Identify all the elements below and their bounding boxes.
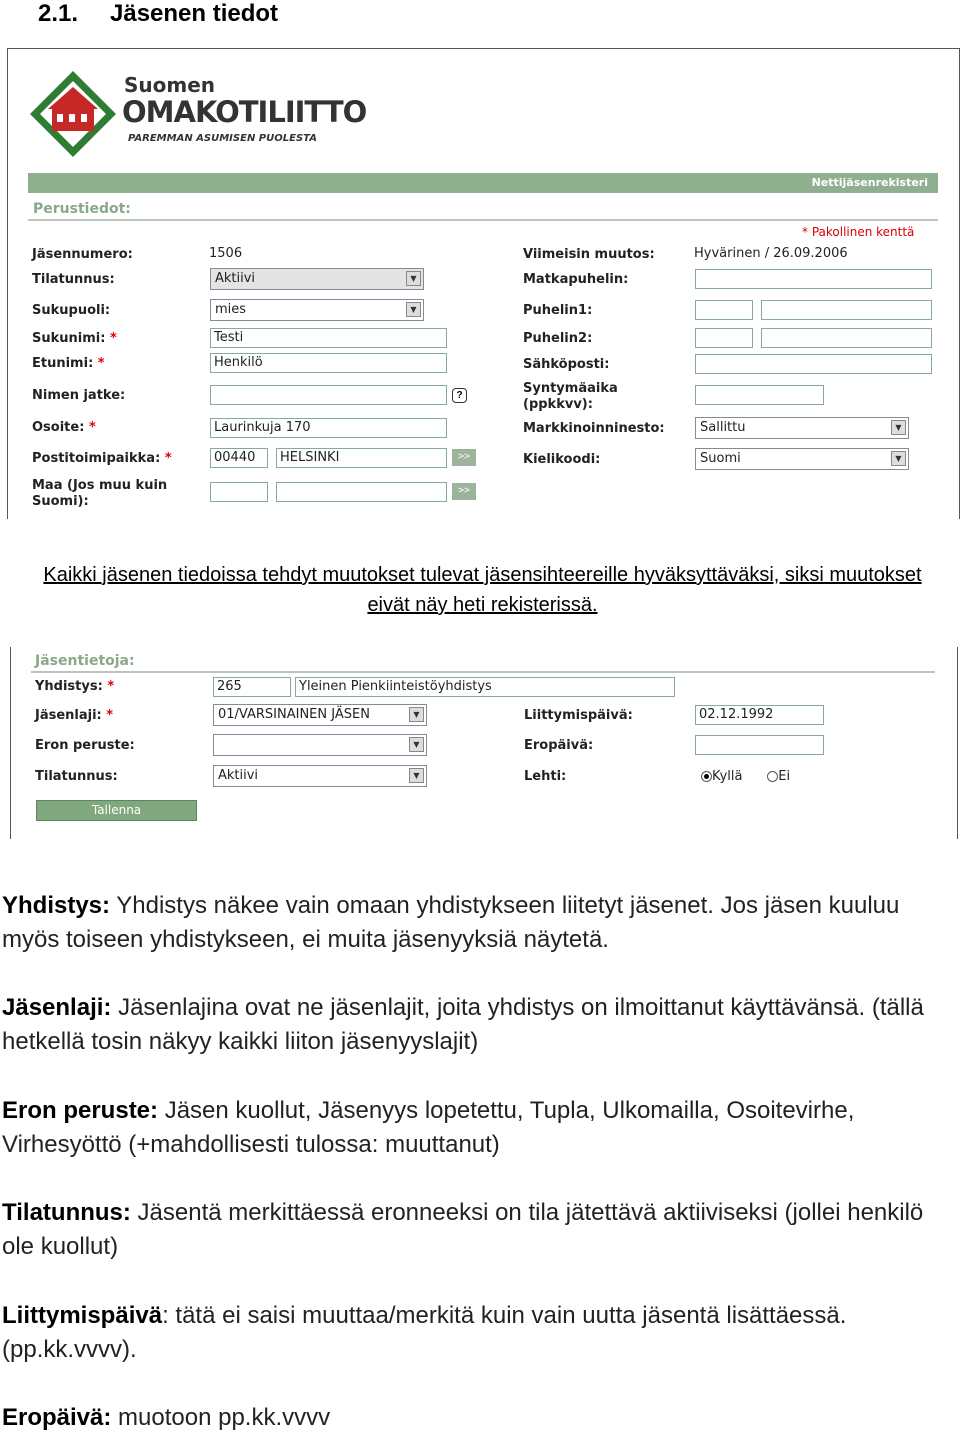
label-lehti: Lehti:: [524, 769, 567, 784]
kielikoodi-select[interactable]: Suomi ▼: [695, 448, 909, 470]
label-puhelin2: Puhelin2:: [523, 331, 593, 346]
chevron-down-icon: ▼: [409, 737, 424, 752]
puhelin2-input[interactable]: [761, 328, 932, 348]
nimen-jatke-input[interactable]: [210, 385, 447, 405]
puhelin1-prefix-input[interactable]: [695, 300, 753, 320]
label-nimen-jatke: Nimen jatke:: [32, 388, 126, 403]
liittymispaiva-input[interactable]: 02.12.1992: [695, 705, 824, 725]
lookup-button[interactable]: >>: [452, 449, 476, 466]
syntymaaika-input[interactable]: [695, 385, 824, 405]
divider: [31, 671, 935, 673]
save-button[interactable]: Tallenna: [36, 800, 197, 821]
label-jasenlaji: Jäsenlaji: *: [35, 708, 114, 723]
label-kielikoodi: Kielikoodi:: [523, 452, 601, 467]
chevron-down-icon: ▼: [409, 707, 424, 722]
radio-ei[interactable]: [767, 771, 778, 782]
sahkoposti-input[interactable]: [695, 354, 932, 374]
tilatunnus-select[interactable]: Aktiivi ▼: [210, 268, 424, 290]
logo: [28, 69, 368, 159]
tilatunnus-select-2[interactable]: Aktiivi ▼: [213, 765, 427, 787]
label-eron-peruste: Eron peruste:: [35, 738, 135, 753]
lehti-radio-group: [701, 769, 790, 784]
logo-line-1: Suomen: [124, 73, 216, 97]
label-yhdistys: Yhdistys: *: [35, 679, 115, 694]
label-sahkoposti: Sähköposti:: [523, 357, 610, 372]
eropaiva-input[interactable]: [695, 735, 824, 755]
label-viimeisin-muutos: Viimeisin muutos:: [523, 247, 655, 262]
banner-title: Nettijäsenrekisteri: [811, 176, 928, 189]
radio-kylla-label: Kyllä: [712, 769, 743, 784]
yhdistys-code-input[interactable]: 265: [213, 677, 291, 697]
paragraph-liittymispaiva: Liittymispäivä: tätä ei saisi muuttaa/merkitä kuin vain uutta jäsentä lisättäessä. (pp.kk.vvvv).: [2, 1302, 847, 1363]
paragraph-eropaiva: Eropäivä: muotoon pp.kk.vvvv: [2, 1404, 331, 1431]
sukunimi-input[interactable]: Testi: [210, 328, 447, 348]
label-sukunimi: Sukunimi: *: [32, 331, 117, 346]
chevron-down-icon: ▼: [406, 302, 421, 317]
label-puhelin1: Puhelin1:: [523, 303, 593, 318]
section-number: 2.1.: [38, 0, 79, 27]
logo-line-2: OMAKOTILIITTO: [122, 95, 367, 129]
value-jasennumero: 1506: [209, 246, 243, 261]
label-matkapuhelin: Matkapuhelin:: [523, 272, 629, 287]
group-heading-perustiedot: Perustiedot:: [33, 201, 131, 217]
label-maa-2: Suomi):: [32, 494, 89, 509]
eron-peruste-select[interactable]: [213, 734, 427, 756]
paragraph-tilatunnus: Tilatunnus: Jäsentä merkittäessä eronneeksi on tila jätettävä aktiiviseksi (jollei henkilö ole kuollut): [2, 1199, 924, 1260]
chevron-down-icon: ▼: [891, 451, 906, 466]
label-osoite: Osoite: *: [32, 420, 96, 435]
label-tilatunnus: Tilatunnus:: [32, 272, 115, 287]
label-etunimi: Etunimi: *: [32, 356, 105, 371]
label-syntymaaika-1: Syntymäaika: [523, 381, 618, 396]
membership-form-screenshot: [10, 647, 958, 839]
chevron-down-icon: ▼: [409, 768, 424, 783]
label-maa-1: Maa (Jos muu kuin: [32, 478, 168, 493]
osoite-input[interactable]: Laurinkuja 170: [210, 418, 447, 438]
radio-kylla[interactable]: [701, 771, 712, 782]
logo-line-3: PAREMMAN ASUMISEN PUOLESTA: [128, 133, 317, 144]
help-icon[interactable]: ?: [452, 388, 467, 403]
label-jasennumero: Jäsennumero:: [32, 247, 133, 262]
maa-code-input[interactable]: [210, 482, 268, 502]
puhelin1-input[interactable]: [761, 300, 932, 320]
lookup-button-2[interactable]: >>: [452, 483, 476, 500]
yhdistys-name-input[interactable]: Yleinen Pienkiinteistöyhdistys: [295, 677, 675, 697]
postitoimipaikka-input[interactable]: HELSINKI: [276, 448, 447, 468]
label-liittymispaiva: Liittymispäivä:: [524, 708, 633, 723]
banner-bar: [28, 173, 938, 193]
label-postitoimipaikka: Postitoimipaikka: *: [32, 451, 172, 466]
paragraph-eron-peruste: Eron peruste: Jäsen kuollut, Jäsenyys lopetettu, Tupla, Ulkomailla, Osoitevirhe, Virhesyöttö (+mahdollisesti tulossa: muuttanut): [2, 1097, 855, 1158]
paragraph-jasenlaji: Jäsenlaji: Jäsenlajina ovat ne jäsenlajit, joita yhdistys on ilmoittanut käyttävänsä. (tällä hetkellä tosin näkyy kaikki liiton jäsenyyslajit): [2, 994, 924, 1055]
jasenlaji-select[interactable]: 01/VARSINAINEN JÄSEN ▼: [213, 704, 427, 726]
postinumero-input[interactable]: 00440: [210, 448, 268, 468]
house-logo-icon: [28, 69, 118, 159]
etunimi-input[interactable]: Henkilö: [210, 353, 447, 373]
member-form-screenshot: [7, 48, 960, 519]
matkapuhelin-input[interactable]: [695, 269, 932, 289]
section-heading: [38, 0, 278, 28]
notice-text: Kaikki jäsenen tiedoissa tehdyt muutokset tulevat jäsensihteereille hyväksyttäväksi, siksi muutokset eivät näy heti rekisterissä.: [43, 564, 922, 616]
label-sukupuoli: Sukupuoli:: [32, 303, 111, 318]
divider: [28, 219, 938, 221]
label-eropaiva: Eropäivä:: [524, 738, 594, 753]
label-syntymaaika-2: (ppkkvv):: [523, 397, 593, 412]
puhelin2-prefix-input[interactable]: [695, 328, 753, 348]
chevron-down-icon: ▼: [891, 420, 906, 435]
value-viimeisin-muutos: Hyvärinen / 26.09.2006: [694, 246, 848, 261]
chevron-down-icon: ▼: [406, 271, 421, 286]
required-note: * Pakollinen kenttä: [802, 225, 915, 239]
section-title: Jäsenen tiedot: [110, 0, 279, 27]
paragraph-yhdistys: Yhdistys: Yhdistys näkee vain omaan yhdistykseen liitetyt jäsenet. Jos jäsen kuuluu myös toiseen yhdistykseen, ei muita jäsenyyksiä näytetä.: [2, 892, 900, 953]
label-tilatunnus-2: Tilatunnus:: [35, 769, 118, 784]
radio-ei-label: Ei: [778, 769, 791, 784]
sukupuoli-select[interactable]: mies ▼: [210, 299, 424, 321]
group-heading-jasentietoja: Jäsentietoja:: [35, 653, 135, 669]
label-markkinoinninesto: Markkinoinninesto:: [523, 421, 665, 436]
markkinoinninesto-select[interactable]: Sallittu ▼: [695, 417, 909, 439]
maa-name-input[interactable]: [276, 482, 447, 502]
